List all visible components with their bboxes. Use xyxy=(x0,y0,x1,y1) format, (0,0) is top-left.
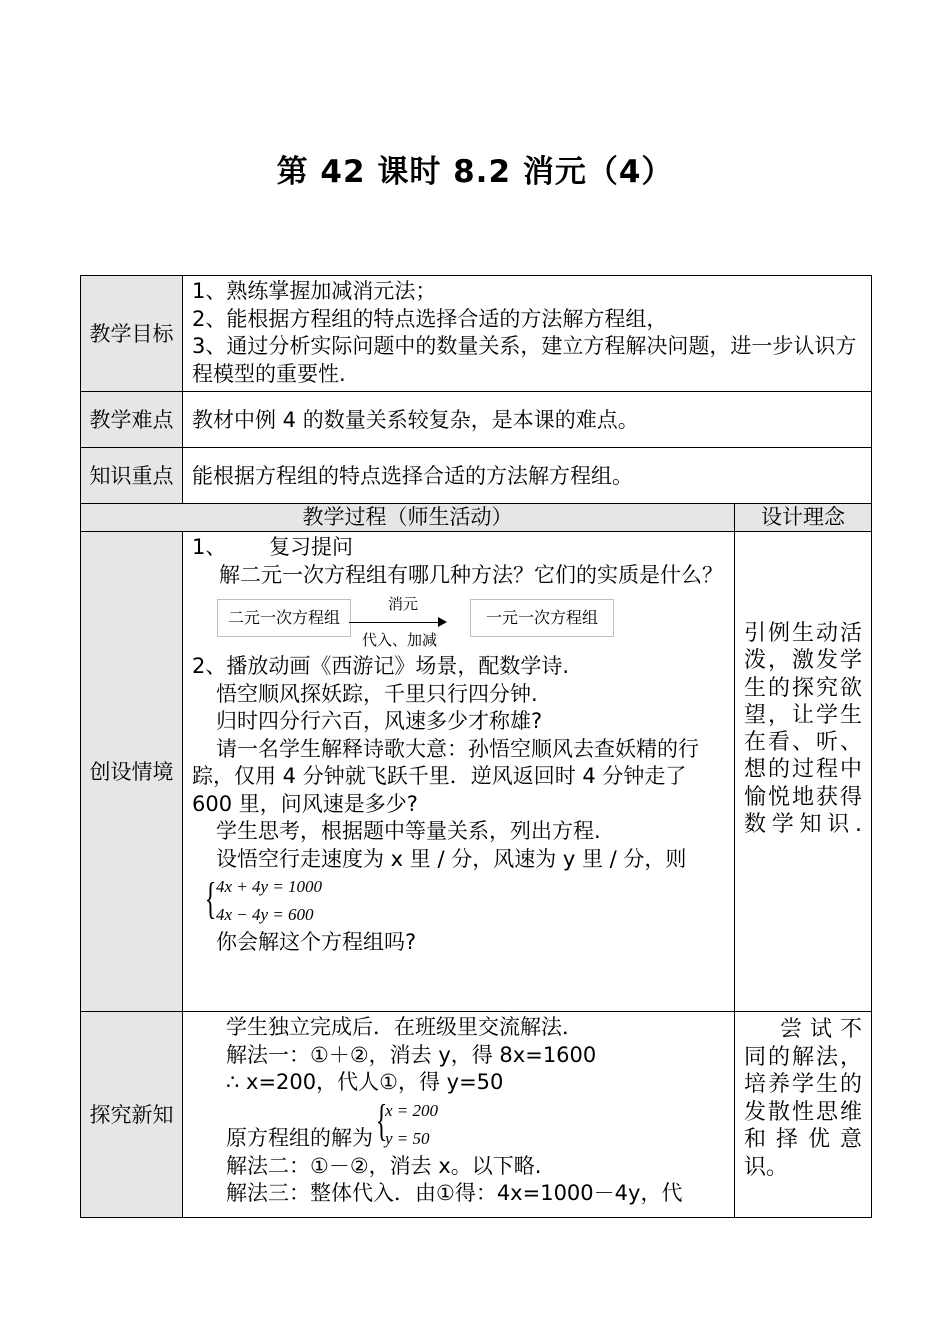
explore-row xyxy=(81,1012,872,1218)
difficulty-text: 教材中例 4 的数量关系较复杂，是本课的难点。 xyxy=(192,407,639,432)
scene-line: 设悟空行走速度为 x 里 / 分，风速为 y 里 / 分，则 xyxy=(216,846,687,871)
explore-label-cell xyxy=(81,1012,183,1218)
solution-y: y = 50 xyxy=(385,1128,430,1148)
objective-item: 1、熟练掌握加减消元法； xyxy=(192,279,437,303)
scene-label-cell xyxy=(81,532,183,1012)
key-point-label-cell xyxy=(81,448,183,504)
process-header-row xyxy=(81,504,872,532)
explore-line: 解法三：整体代入．由①得：4x=1000－4y，代 xyxy=(226,1181,683,1205)
key-point-text: 能根据方程组的特点选择合适的方法解方程组。 xyxy=(192,463,633,488)
objectives-label: 教学目标 xyxy=(89,321,174,346)
scene-line: 2、播放动画《西游记》场景，配数学诗. xyxy=(192,654,570,678)
equation-1: { 4x + 4y = 1000 xyxy=(216,877,323,896)
solution-block xyxy=(192,1097,726,1153)
difficulty-label: 教学难点 xyxy=(89,407,174,432)
key-point-label: 知识重点 xyxy=(89,463,174,488)
solution-prefix: 原方程组的解为 xyxy=(226,1126,373,1150)
elimination-flow-diagram xyxy=(192,595,726,649)
lesson-plan-table xyxy=(80,275,872,1218)
equation-system xyxy=(202,873,726,929)
flow-bottom-label: 代入、加减 xyxy=(362,631,438,649)
flow-top-label: 消元 xyxy=(388,595,419,613)
explore-line: 学生独立完成后．在班级里交流解法． xyxy=(226,1015,583,1039)
poem-line: 悟空顺风探妖踪，千里只行四分钟. xyxy=(216,681,538,706)
key-point-row xyxy=(81,448,872,504)
review-heading xyxy=(192,534,726,562)
flow-box-one-variable: 一元一次方程组 xyxy=(470,599,614,637)
explore-rationale: 尝试不同的解法，培养学生的发散性思维和择优意识。 xyxy=(735,1012,872,1218)
closing-question: 你会解这个方程组吗? xyxy=(216,930,417,954)
explore-line: 解法一：①＋②，消去 y，得 8x=1600 xyxy=(226,1042,597,1067)
poem-line: 归时四分行六百，风速多少才称雄? xyxy=(216,709,543,733)
objectives-label-cell xyxy=(81,276,183,392)
explore-line: 解法二：①－②，消去 x。以下略. xyxy=(226,1153,542,1178)
objectives-row xyxy=(81,276,872,392)
difficulty-cell xyxy=(183,392,872,448)
objective-item: 3、通过分析实际问题中的数量关系，建立方程解决问题，进一步认识方程模型的重要性. xyxy=(192,334,857,386)
objective-item: 2、能根据方程组的特点选择合适的方法解方程组， xyxy=(192,306,668,331)
difficulty-label-cell xyxy=(81,392,183,448)
scene-rationale: 引例生动活泼，激发学生的探究欲望，让学生在看、听、想的过程中愉悦地获得数学知识. xyxy=(735,532,872,1012)
scene-row xyxy=(81,532,872,1012)
key-point-cell xyxy=(183,448,872,504)
page-title: 第 42 课时 8.2 消元（4） xyxy=(276,154,674,190)
scene-content-cell xyxy=(183,532,735,1012)
objectives-cell xyxy=(183,276,872,392)
difficulty-row xyxy=(81,392,872,448)
equation-2: 4x − 4y = 600 xyxy=(216,905,314,924)
scene-line: 请一名学生解释诗歌大意：孙悟空顺风去查妖精的行踪，仅用 4 分钟就飞跃千里．逆风返回时 4 分钟走了 600 里，问风速是多少? xyxy=(192,736,699,816)
scene-line: 学生思考，根据题中等量关系，列出方程. xyxy=(216,819,601,843)
solution-x: { x = 200 xyxy=(385,1100,439,1120)
solution-system xyxy=(375,1097,438,1153)
flow-box-two-variable: 二元一次方程组 xyxy=(217,599,351,637)
flow-arrow-icon xyxy=(349,622,445,623)
review-question: 解二元一次方程组有哪几种方法？它们的实质是什么？ xyxy=(219,562,723,587)
explore-content-cell xyxy=(183,1012,735,1218)
explore-line: ∴ x=200，代人①，得 y=50 xyxy=(226,1070,504,1094)
review-number: 1、 xyxy=(192,535,227,559)
review-title: 复习提问 xyxy=(269,535,354,559)
explore-label: 探究新知 xyxy=(89,1102,174,1127)
process-header-left: 教学过程（师生活动） xyxy=(81,504,735,532)
process-header-right: 设计理念 xyxy=(735,504,872,532)
scene-label: 创设情境 xyxy=(89,759,174,784)
